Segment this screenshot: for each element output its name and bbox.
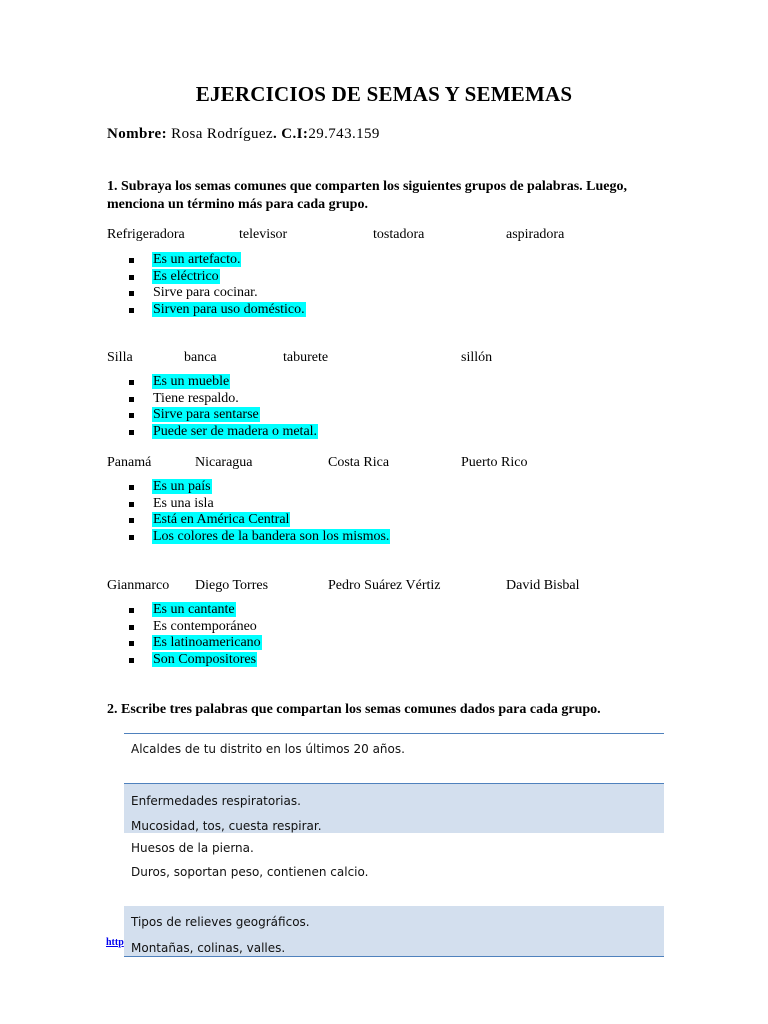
sema-item: Es un país [127,479,390,496]
semas-list-2 [127,374,318,440]
group-word: taburete [283,350,329,365]
group-word: banca [184,350,217,365]
group-word: televisor [239,227,288,242]
group-word: Nicaragua [195,455,253,470]
group-word: Puerto Rico [461,455,528,470]
name-label: Nombre: [107,126,168,142]
sema-item: Es un cantante [127,602,262,619]
bullet-square-icon [129,308,134,313]
ci-label: . C.I: [273,126,309,142]
table-row-4-line-1: Tipos de relieves geográficos. [131,915,310,929]
sema-item: Es eléctrico [127,269,306,286]
table-row-3-line-1: Huesos de la pierna. [131,841,254,855]
table-row-2-line-2: Mucosidad, tos, cuesta respirar. [131,819,322,833]
bullet-square-icon [129,502,134,507]
semas-list-1 [127,252,306,318]
group-word: David Bisbal [506,578,580,593]
group-word: Silla [107,350,133,365]
student-info [107,126,380,143]
bullet-square-icon [129,608,134,613]
semas-list-4 [127,602,262,668]
sema-item: Es latinoamericano [127,635,262,652]
student-ci: 29.743.159 [308,126,380,142]
bullet-square-icon [129,380,134,385]
bullet-square-icon [129,291,134,296]
bullet-square-icon [129,658,134,663]
sema-item: Los colores de la bandera son los mismos. [127,529,390,546]
group-word: Panamá [107,455,152,470]
group-word: Refrigeradora [107,227,185,242]
semas-list-3 [127,479,390,545]
sema-item: Puede ser de madera o metal. [127,424,318,441]
sema-item: Tiene respaldo. [127,391,318,408]
question-1: 1. Subraya los semas comunes que comparten los siguientes grupos de palabras. Luego, menciona un término más para cada grupo. [107,179,627,212]
table-top-rule [124,733,664,734]
table-row-rule [124,783,664,784]
group-word: Gianmarco [107,578,170,593]
group-word: tostadora [373,227,425,242]
sema-item: Es contemporáneo [127,619,262,636]
group-word: Pedro Suárez Vértiz [328,578,441,593]
page-title: EJERCICIOS DE SEMAS Y SEMEMAS [195,82,573,106]
sema-item: Es un artefacto. [127,252,306,269]
sema-item: Sirve para cocinar. [127,285,306,302]
sema-item: Sirven para uso doméstico. [127,302,306,319]
sema-item: Está en América Central [127,512,390,529]
bullet-square-icon [129,258,134,263]
group-word: sillón [461,350,493,365]
group-word: aspiradora [506,227,565,242]
sema-item: Es un mueble [127,374,318,391]
sema-item: Es una isla [127,496,390,513]
student-name: Rosa Rodríguez [167,126,273,142]
bullet-square-icon [129,485,134,490]
bullet-square-icon [129,535,134,540]
sema-item: Sirve para sentarse [127,407,318,424]
table-bottom-rule [124,956,664,957]
bullet-square-icon [129,518,134,523]
table-row-1-line-1: Alcaldes de tu distrito en los últimos 20 años. [131,742,405,756]
bullet-square-icon [129,275,134,280]
bullet-square-icon [129,625,134,630]
group-word: Costa Rica [328,455,390,470]
bullet-square-icon [129,641,134,646]
bullet-square-icon [129,430,134,435]
table-row-4-line-2: Montañas, colinas, valles. [131,941,286,955]
sema-item: Son Compositores [127,652,262,669]
bullet-square-icon [129,397,134,402]
question-2: 2. Escribe tres palabras que compartan los semas comunes dados para cada grupo. [107,702,601,717]
bullet-square-icon [129,413,134,418]
footer-link[interactable]: http [106,937,124,948]
table-row-2-line-1: Enfermedades respiratorias. [131,794,301,808]
group-word: Diego Torres [195,578,269,593]
table-row-3-line-2: Duros, soportan peso, contienen calcio. [131,865,369,879]
